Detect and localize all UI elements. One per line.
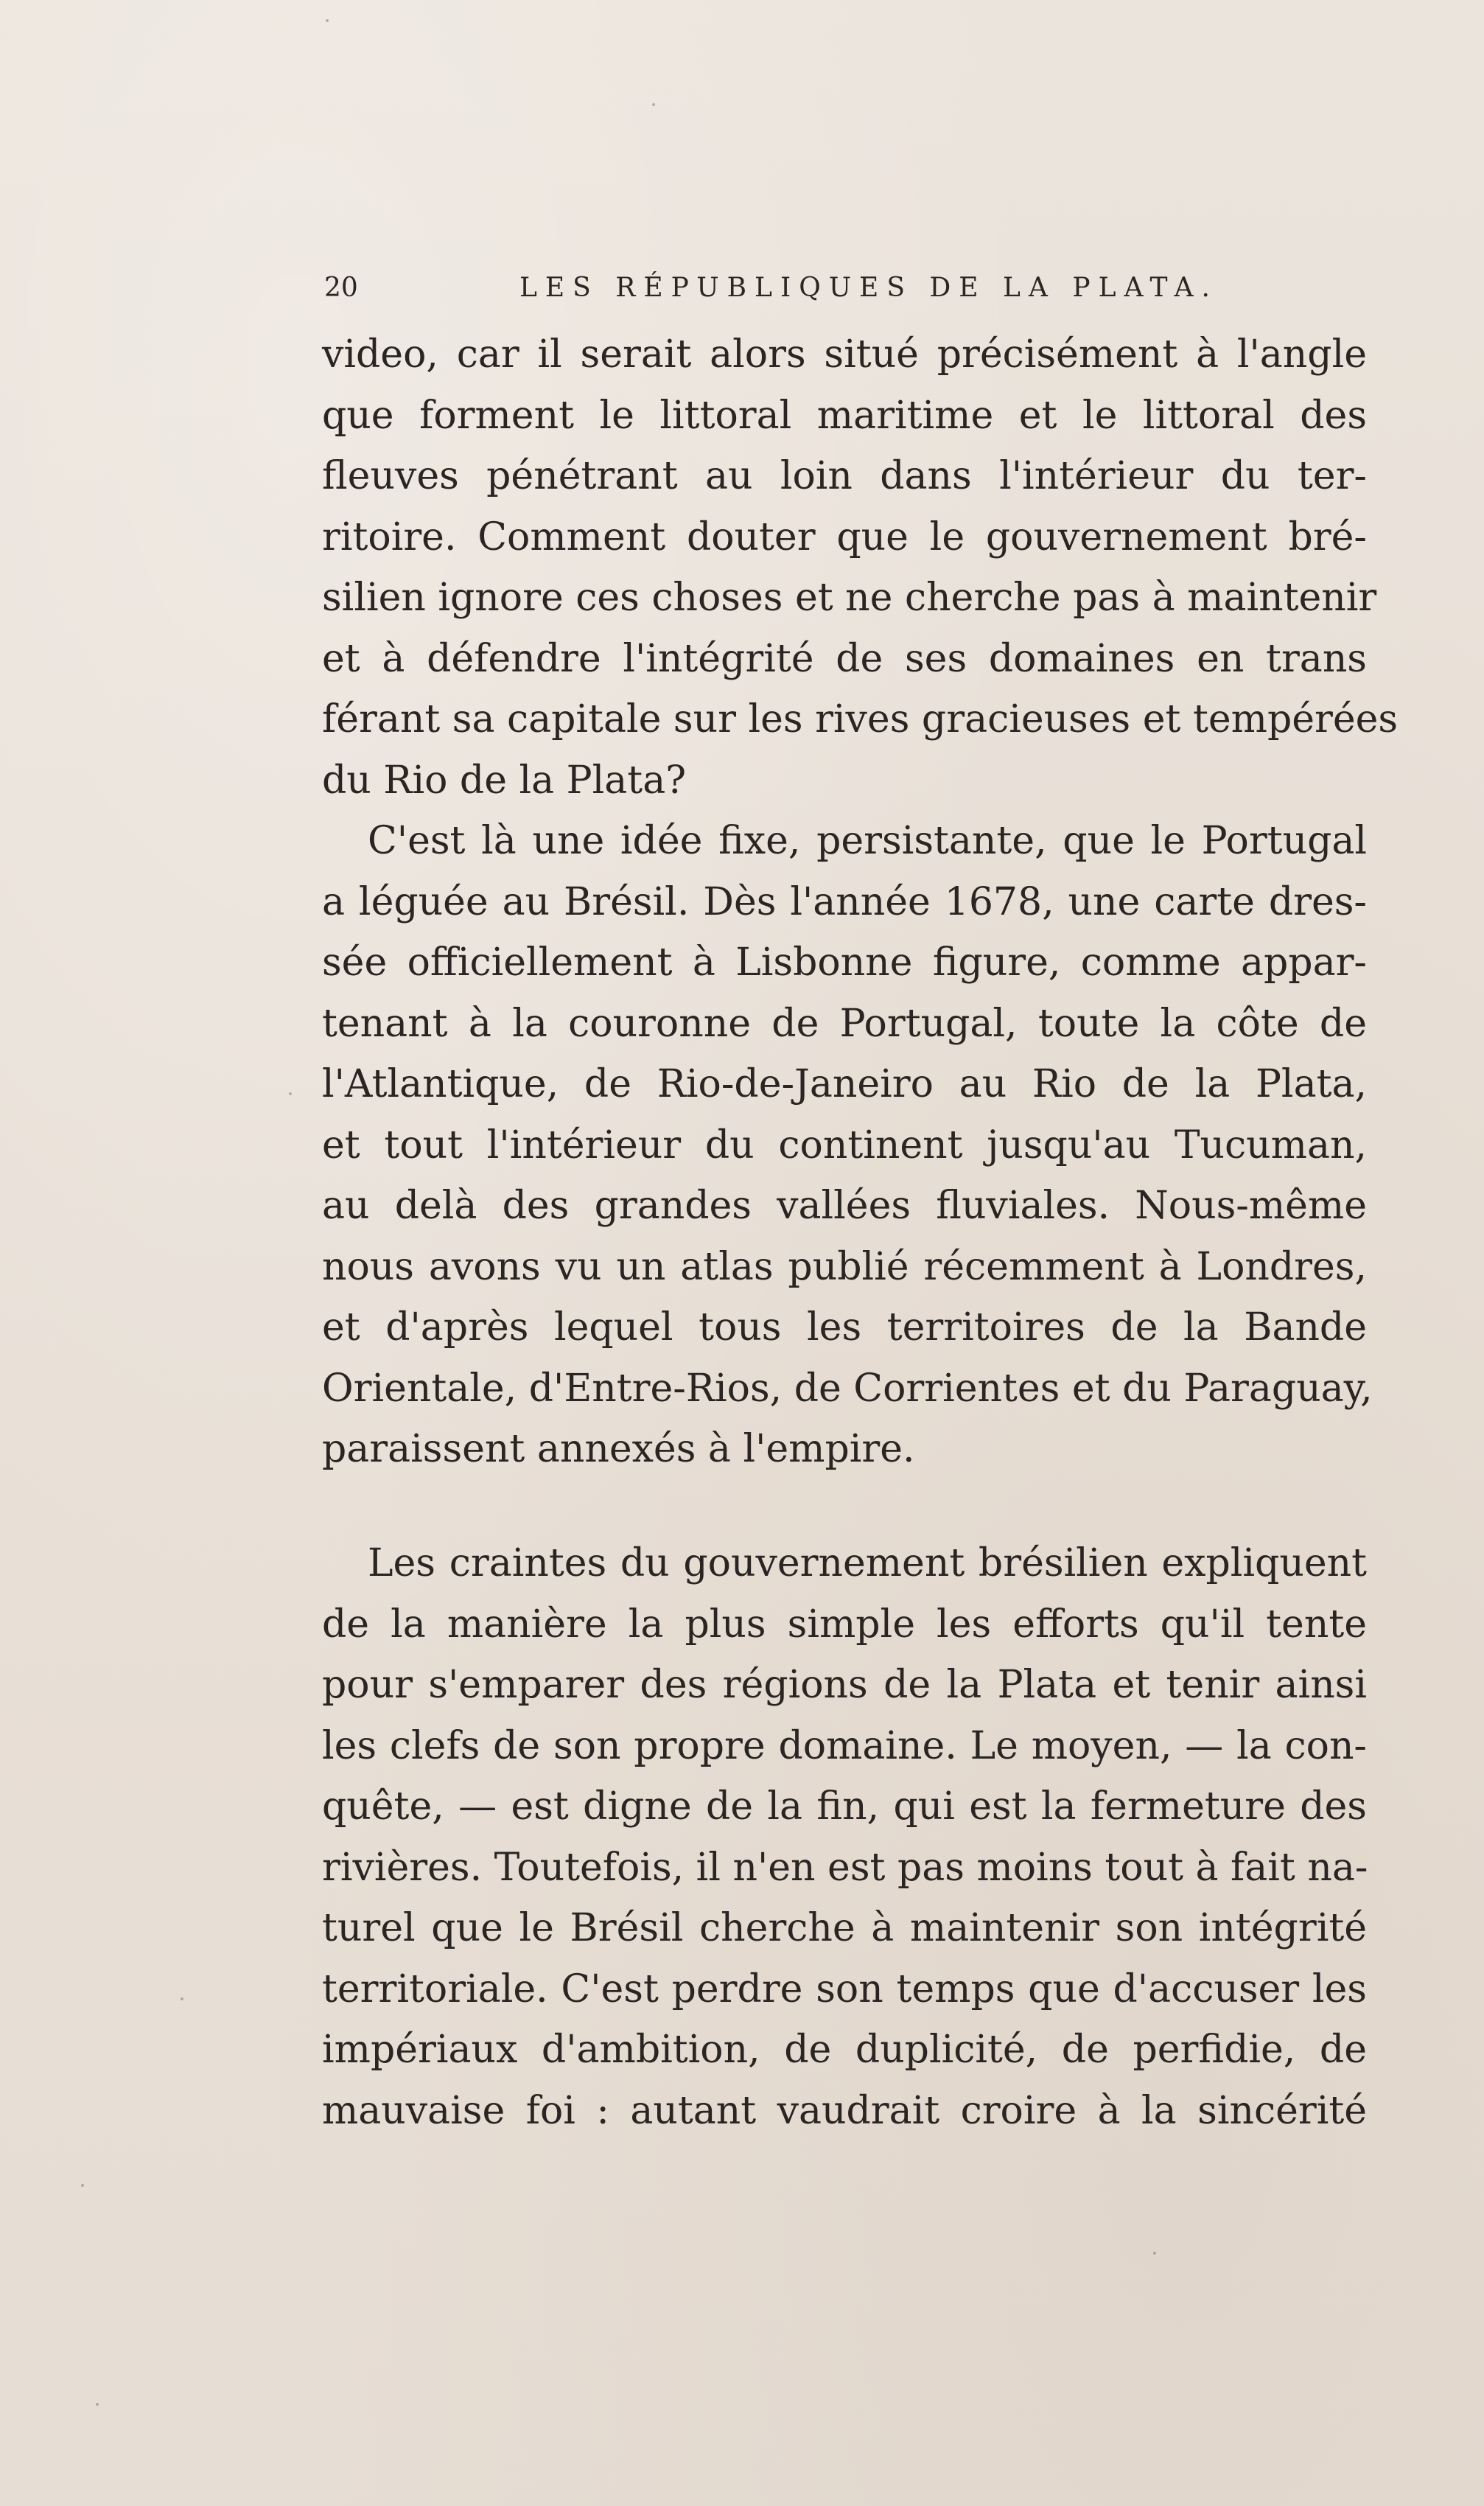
text-line: impériaux d'ambition, de duplicité, de perfidie, de xyxy=(322,2028,1367,2072)
page-number: 20 xyxy=(324,273,358,303)
text-line: mauvaise foi : autant vaudrait croire à la sincérité xyxy=(322,2088,1367,2133)
text-line: territoriale. C'est perdre son temps que d'accuser les xyxy=(322,1966,1367,2011)
body-text-top xyxy=(322,324,1399,1480)
text-line: l'Atlantique, de Rio-de-Janeiro au Rio de la Plata, xyxy=(322,1062,1367,1106)
text-line: rivières. Toutefois, il n'en est pas moins tout à fait na- xyxy=(322,1845,1368,1890)
text-line: fleuves pénétrant au loin dans l'intérieur du ter- xyxy=(322,454,1367,498)
text-line: paraissent annexés à l'empire. xyxy=(322,1427,915,1471)
text-line: au delà des grandes vallées fluviales. Nous-même xyxy=(322,1184,1367,1228)
text-line: Orientale, d'Entre-Rios, de Corrientes et du Paraguay, xyxy=(322,1366,1373,1411)
text-line: tenant à la couronne de Portugal, toute la côte de xyxy=(322,1001,1367,1046)
paper-speck xyxy=(81,2184,84,2187)
text-line: C'est là une idée fixe, persistante, que le Portugal xyxy=(368,819,1367,863)
text-line: silien ignore ces choses et ne cherche pas à maintenir xyxy=(322,576,1377,620)
text-line: Les craintes du gouvernement brésilien expliquent xyxy=(368,1541,1367,1585)
paper-speck xyxy=(96,2403,99,2406)
text-line: nous avons vu un atlas publié récemment à Londres, xyxy=(322,1244,1367,1289)
text-line: que forment le littoral maritime et le littoral des xyxy=(322,393,1367,438)
text-line: férant sa capitale sur les rives gracieuses et tempérées xyxy=(322,697,1399,741)
text-line: sée officiellement à Lisbonne figure, comme appar- xyxy=(322,940,1367,985)
paper-speck xyxy=(652,103,655,106)
text-line: et à défendre l'intégrité de ses domaines en trans xyxy=(322,636,1367,681)
paragraph-2 xyxy=(322,811,1373,1480)
paper-speck xyxy=(1153,2252,1156,2255)
running-title: LES RÉPUBLIQUES DE LA PLATA. xyxy=(519,273,1219,303)
paper-speck xyxy=(289,1092,292,1095)
text-line: quête, — est digne de la fin, qui est la fermeture des xyxy=(322,1784,1367,1829)
paper-speck xyxy=(181,1997,183,2000)
body-text-bottom xyxy=(322,1533,1367,2141)
text-line: de la manière la plus simple les efforts qu'il tente xyxy=(322,1602,1367,1647)
text-line: et tout l'intérieur du continent jusqu'au Tucuman, xyxy=(322,1123,1367,1168)
text-line: video, car il serait alors situé précisément à l'angle xyxy=(322,332,1367,377)
text-line: a léguée au Brésil. Dès l'année 1678, une carte dres- xyxy=(322,879,1367,924)
text-line: du Rio de la Plata? xyxy=(322,758,687,803)
text-line: pour s'emparer des régions de la Plata et tenir ainsi xyxy=(322,1663,1367,1707)
text-line: et d'après lequel tous les territoires de la Bande xyxy=(322,1305,1367,1350)
paragraph-1 xyxy=(322,324,1399,811)
paragraph-3 xyxy=(322,1533,1367,2141)
text-line: les clefs de son propre domaine. Le moyen, — la con- xyxy=(322,1723,1367,1768)
text-line: turel que le Brésil cherche à maintenir son intégrité xyxy=(322,1906,1367,1950)
paper-speck xyxy=(326,19,329,22)
running-header xyxy=(324,273,1219,317)
text-line: ritoire. Comment douter que le gouvernement bré- xyxy=(322,514,1367,559)
